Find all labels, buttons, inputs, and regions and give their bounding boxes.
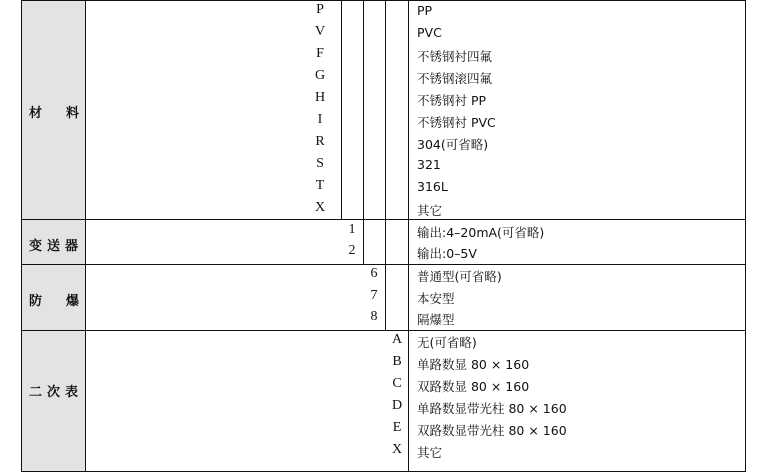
material-code: I (317, 112, 323, 127)
material-desc: 不锈钢滚四氟 (417, 71, 493, 86)
material-code: S (316, 156, 324, 171)
category-material-1: 材 (29, 106, 43, 121)
material-desc: 不锈钢衬 PP (417, 93, 487, 108)
explosion-code: 8 (370, 309, 378, 324)
transmitter-desc: 输出:0–5V (417, 246, 477, 261)
material-code: G (314, 68, 326, 83)
material-desc: PVC (417, 25, 442, 40)
material-desc: 不锈钢衬 PVC (417, 115, 496, 130)
secondary-desc: 单路数显 80 × 160 (417, 357, 530, 372)
category-secondary-1: 二 (29, 385, 43, 400)
explosion-code: 6 (370, 266, 378, 281)
material-code: T (315, 178, 325, 193)
material-code: F (316, 46, 324, 61)
transmitter-code: 1 (348, 222, 356, 237)
category-explosion-2: 爆 (66, 294, 80, 309)
category-transmitter-1: 变 (29, 239, 43, 254)
material-code: P (316, 2, 324, 17)
material-code: R (315, 134, 325, 149)
material-desc: 304(可省略) (417, 137, 489, 152)
secondary-code: A (391, 332, 403, 347)
explosion-desc: 隔爆型 (417, 312, 455, 327)
transmitter-code: 2 (348, 243, 356, 258)
category-secondary-3: 表 (65, 385, 79, 400)
material-code: X (314, 200, 326, 215)
category-explosion-1: 防 (29, 294, 43, 309)
explosion-desc: 本安型 (417, 291, 455, 306)
secondary-desc: 双路数显 80 × 160 (417, 379, 530, 394)
secondary-desc: 单路数显带光柱 80 × 160 (417, 401, 567, 416)
secondary-code: D (391, 398, 403, 413)
category-material-2: 料 (66, 106, 80, 121)
material-code: H (314, 90, 326, 105)
secondary-code: B (392, 354, 402, 369)
material-desc: PP (417, 3, 433, 18)
secondary-desc: 双路数显带光柱 80 × 160 (417, 423, 567, 438)
category-transmitter-2: 送 (47, 239, 61, 254)
material-code: V (314, 24, 326, 39)
explosion-code: 7 (370, 288, 378, 303)
material-desc: 不锈钢衬四氟 (417, 49, 493, 64)
material-desc: 其它 (417, 203, 443, 218)
secondary-desc: 其它 (417, 445, 443, 460)
secondary-code: X (391, 442, 403, 457)
secondary-code: C (392, 376, 402, 391)
transmitter-desc: 输出:4–20mA(可省略) (417, 225, 545, 240)
secondary-desc: 无(可省略) (417, 335, 477, 350)
category-transmitter-3: 器 (65, 239, 79, 254)
material-desc: 316L (417, 179, 448, 194)
secondary-code: E (392, 420, 402, 435)
explosion-desc: 普通型(可省略) (417, 269, 502, 284)
material-desc: 321 (417, 157, 441, 172)
category-secondary-2: 次 (47, 385, 61, 400)
